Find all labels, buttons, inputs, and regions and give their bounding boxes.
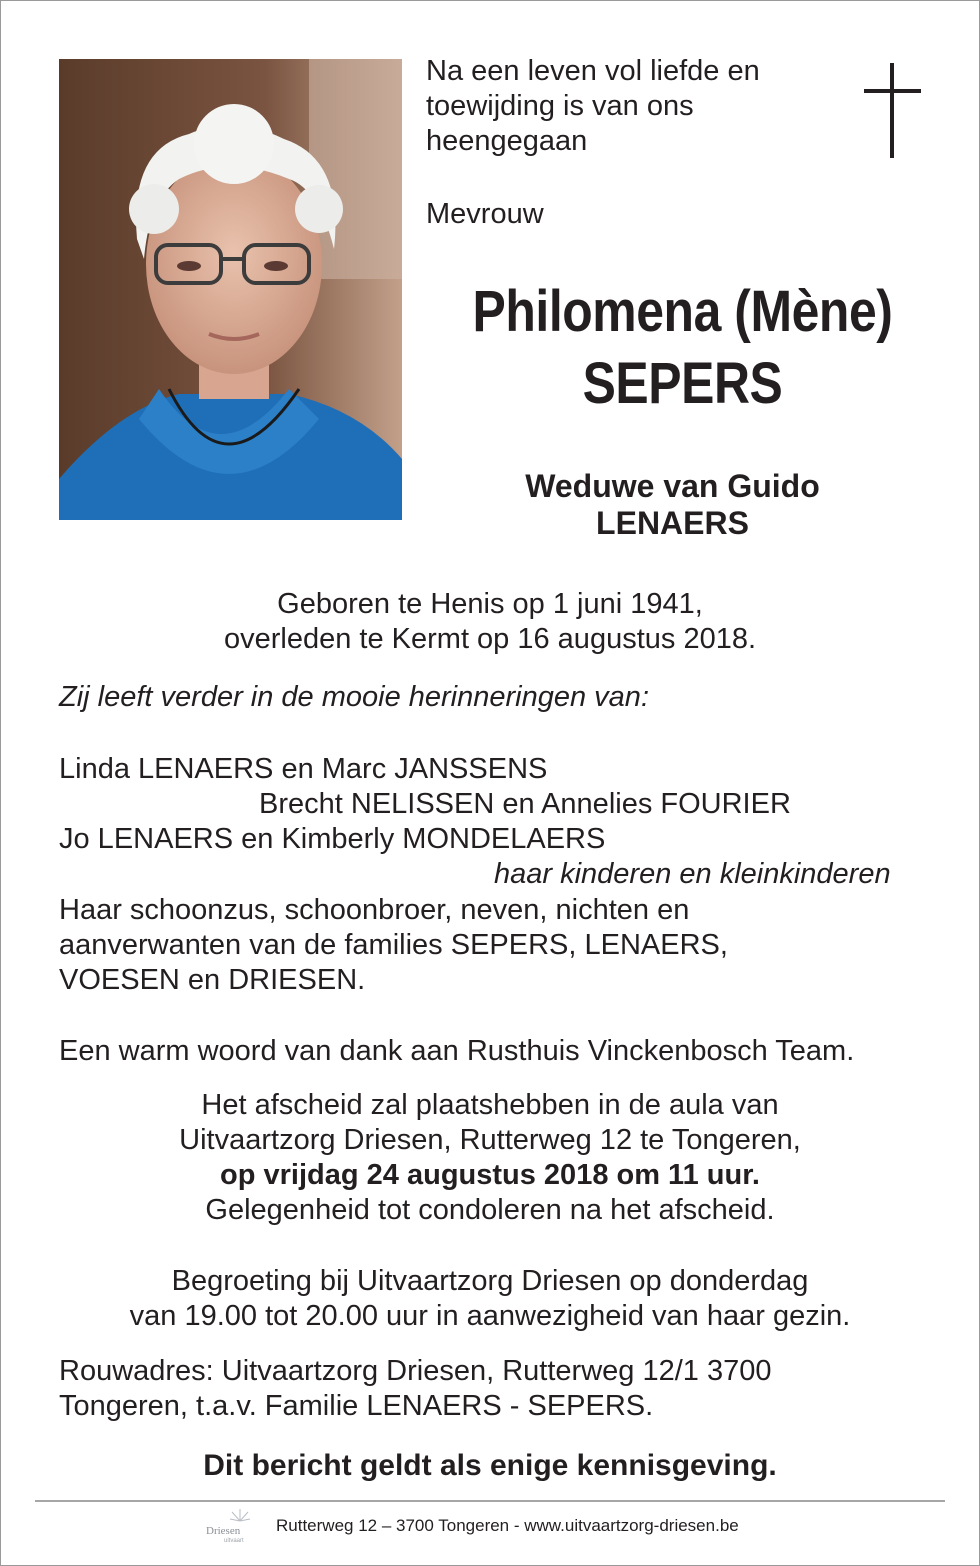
logo-subtext: uitvaart: [224, 1538, 244, 1544]
address-line: Tongeren, t.a.v. Familie LENAERS - SEPERS.: [59, 1390, 654, 1422]
footer-contact: Rutterweg 12 – 3700 Tongeren - www.uitvaartzorg-driesen.be: [276, 1516, 739, 1535]
intro-line: heengegaan: [426, 125, 588, 157]
footer-divider: [35, 1500, 945, 1502]
widow-line: LENAERS: [596, 505, 749, 541]
funeral-home-logo: [200, 1507, 256, 1545]
remembrance-heading: Zij leeft verder in de mooie herinneringen van:: [59, 681, 649, 713]
farewell-line: Het afscheid zal plaatshebben in de aula van: [201, 1089, 779, 1121]
widow-of: [450, 468, 895, 542]
intro-text: [426, 54, 760, 159]
notice-statement: Dit bericht geldt als enige kennisgeving.: [203, 1449, 777, 1482]
logo-text: Driesen: [206, 1525, 241, 1537]
greeting-line: Begroeting bij Uitvaartzorg Driesen op donderdag: [171, 1265, 809, 1297]
portrait-photo: [59, 59, 402, 520]
family-line: Haar schoonzus, schoonbroer, neven, nichten en: [59, 894, 690, 926]
farewell-line: Uitvaartzorg Driesen, Rutterweg 12 te Tongeren,: [179, 1124, 801, 1156]
intro-line: toewijding is van ons: [426, 90, 694, 122]
cross-icon: [864, 63, 921, 158]
died-line: overleden te Kermt op 16 augustus 2018.: [223, 623, 757, 655]
relative-line: Brecht NELISSEN en Annelies FOURIER: [259, 788, 791, 820]
relative-line: Linda LENAERS en Marc JANSSENS: [59, 753, 548, 785]
mourning-address: [59, 1354, 771, 1424]
deceased-name: Philomena (Mène): [472, 279, 893, 344]
address-line: Rouwadres: Uitvaartzorg Driesen, Rutterweg 12/1 3700: [59, 1355, 772, 1387]
relatives-caption: haar kinderen en kleinkinderen: [494, 858, 891, 890]
deceased-surname: SEPERS: [582, 351, 783, 416]
birth-death-dates: [0, 587, 980, 657]
condolence-line: Gelegenheid tot condoleren na het afscheid.: [205, 1194, 775, 1226]
greeting-info: [0, 1264, 980, 1334]
farewell-date: op vrijdag 24 augustus 2018 om 11 uur.: [220, 1159, 760, 1191]
extended-family: [59, 893, 728, 998]
widow-line: Weduwe van Guido: [525, 468, 820, 504]
greeting-line: van 19.00 tot 20.00 uur in aanwezigheid van haar gezin.: [129, 1300, 851, 1332]
family-line: VOESEN en DRIESEN.: [59, 964, 366, 996]
title-mevrouw: Mevrouw: [426, 198, 544, 230]
thanks-note: Een warm woord van dank aan Rusthuis Vinckenbosch Team.: [59, 1035, 855, 1067]
intro-line: Na een leven vol liefde en: [426, 55, 760, 87]
farewell-info: [0, 1088, 980, 1228]
born-line: Geboren te Henis op 1 juni 1941,: [277, 588, 703, 620]
relative-line: Jo LENAERS en Kimberly MONDELAERS: [59, 823, 606, 855]
family-line: aanverwanten van de families SEPERS, LENAERS,: [59, 929, 728, 961]
